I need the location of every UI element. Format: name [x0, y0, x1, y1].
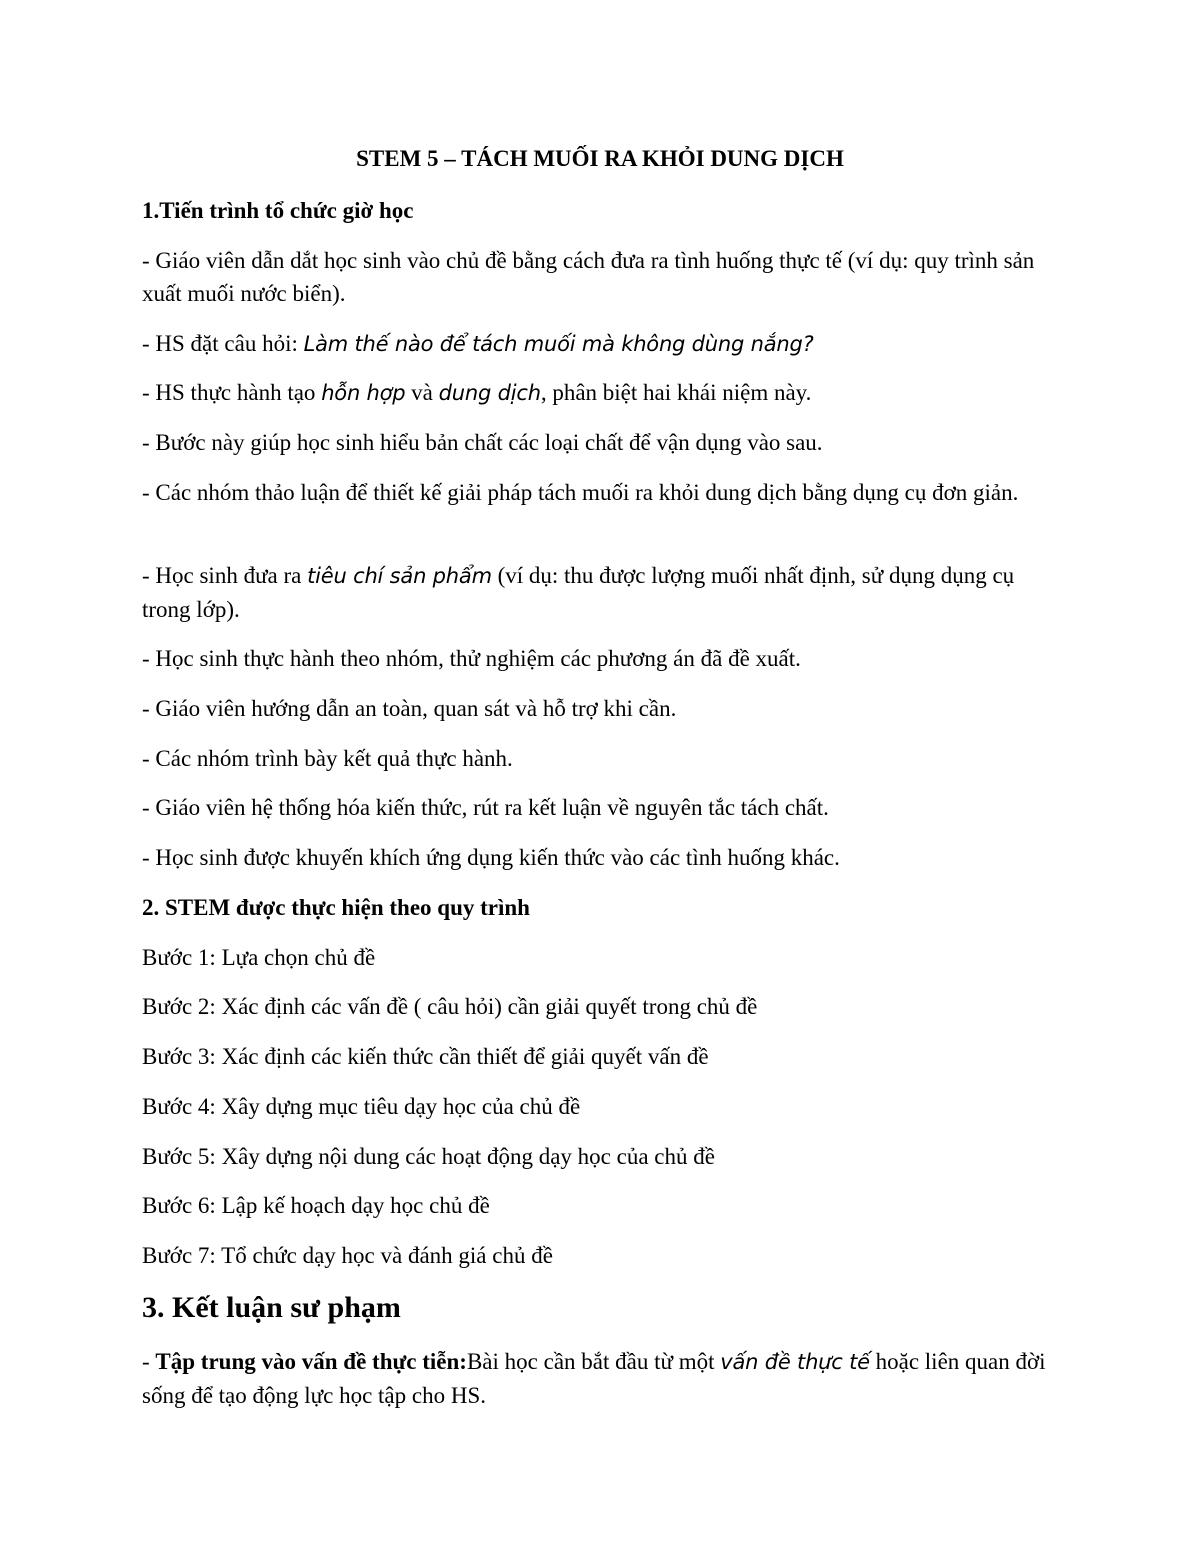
italic-question: Làm thế nào để tách muối mà không dùng nắng? — [303, 332, 814, 356]
paragraph-text: - — [142, 1349, 156, 1374]
paragraph: - Giáo viên dẫn dắt học sinh vào chủ đề bằng cách đưa ra tình huống thực tế (ví dụ: quy trình sản xuất muối nước biển). — [142, 248, 1035, 306]
document-title: STEM 5 – TÁCH MUỐI RA KHỎI DUNG DỊCH — [356, 146, 844, 171]
section-3-heading: 3. Kết luận sư phạm — [142, 1291, 401, 1324]
paragraph-text: - Học sinh đưa ra — [142, 563, 308, 588]
paragraph-text: và — [405, 380, 439, 405]
section-1-heading: 1.Tiến trình tổ chức giờ học — [142, 198, 414, 223]
step-item: Bước 3: Xác định các kiến thức cần thiết để giải quyết vấn đề — [142, 1044, 709, 1069]
paragraph: - Học sinh thực hành theo nhóm, thử nghiệm các phương án đã đề xuất. — [142, 646, 801, 671]
paragraph-text: (ví dụ: thu được lượng muối nhất định, sử dụng dụng cụ trong lớp). — [142, 563, 1015, 622]
italic-term: hỗn hợp — [321, 381, 406, 405]
step-item: Bước 6: Lập kế hoạch dạy học chủ đề — [142, 1193, 490, 1218]
step-item: Bước 2: Xác định các vấn đề ( câu hỏi) cần giải quyết trong chủ đề — [142, 994, 758, 1019]
step-item: Bước 1: Lựa chọn chủ đề — [142, 945, 376, 970]
paragraph: - Học sinh được khuyến khích ứng dụng kiến thức vào các tình huống khác. — [142, 845, 840, 870]
step-item: Bước 5: Xây dựng nội dung các hoạt động dạy học của chủ đề — [142, 1144, 715, 1169]
paragraph — [142, 1345, 1058, 1412]
paragraph: - Giáo viên hướng dẫn an toàn, quan sát và hỗ trợ khi cần. — [142, 696, 677, 721]
paragraph-text: Bài học cần bắt đầu từ một — [466, 1349, 721, 1374]
section-2-heading: 2. STEM được thực hiện theo quy trình — [142, 895, 530, 920]
paragraph-text: - HS đặt câu hỏi: — [142, 331, 304, 356]
paragraph: - Bước này giúp học sinh hiểu bản chất các loại chất để vận dụng vào sau. — [142, 430, 823, 455]
italic-term: dung dịch — [438, 381, 541, 405]
paragraph: - Các nhóm thảo luận để thiết kế giải pháp tách muối ra khỏi dung dịch bằng dụng cụ đơn giản. — [142, 480, 1019, 505]
step-item: Bước 7: Tổ chức dạy học và đánh giá chủ đề — [142, 1243, 553, 1268]
paragraph — [142, 376, 1058, 410]
paragraph — [142, 559, 1058, 626]
paragraph-text: hoặc liên quan đời sống để tạo động lực học tập cho HS. — [142, 1349, 1046, 1408]
bold-lead: Tập trung vào vấn đề thực tiễn: — [155, 1349, 467, 1374]
step-item: Bước 4: Xây dựng mục tiêu dạy học của chủ đề — [142, 1094, 581, 1119]
paragraph-text: - HS thực hành tạo — [142, 380, 322, 405]
paragraph: - Các nhóm trình bày kết quả thực hành. — [142, 746, 513, 771]
paragraph — [142, 327, 1058, 361]
paragraph: - Giáo viên hệ thống hóa kiến thức, rút ra kết luận về nguyên tắc tách chất. — [142, 795, 829, 820]
italic-term: vấn đề thực tế — [720, 1350, 870, 1374]
paragraph-text: , phân biệt hai khái niệm này. — [540, 380, 812, 405]
italic-term: tiêu chí sản phẩm — [307, 564, 492, 588]
